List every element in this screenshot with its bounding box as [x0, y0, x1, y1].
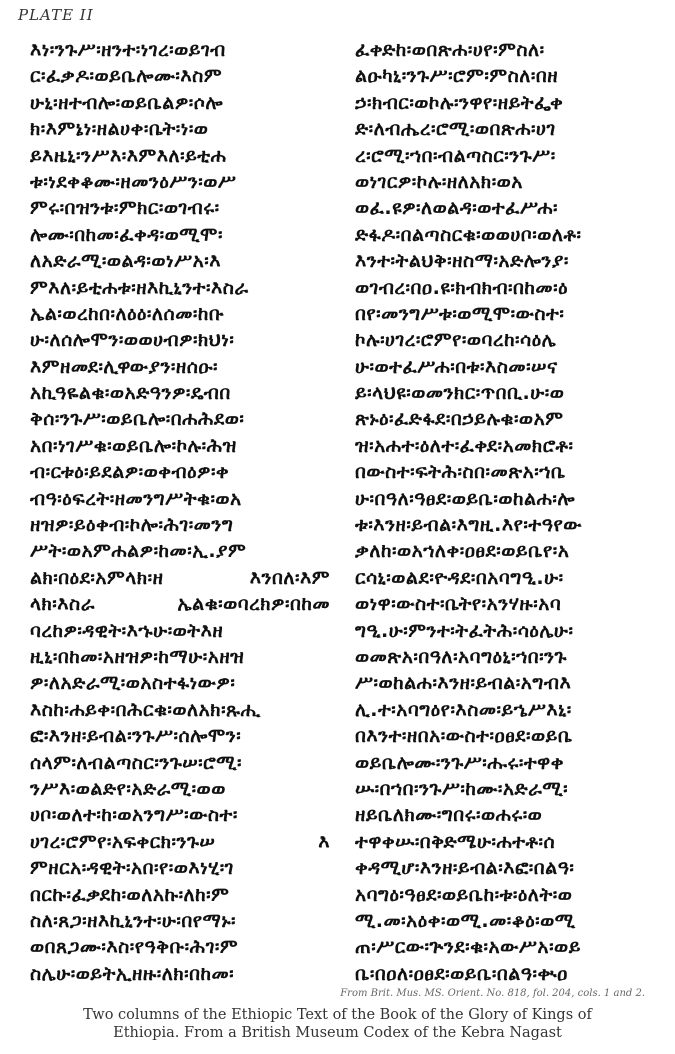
text-line: ወይቤሎሙ፡ንጉሥ፡ሑሩ፡ተዋቀ — [355, 751, 564, 774]
text-line: አበ፡ነገሥቁ፡ወይቤሎ፡ኮሉ፡ሕዝ — [30, 434, 237, 457]
text-line: ፎ፡እንዘ፡ይብል፡ንጉሥ፡ሰሎሞን፡ — [30, 725, 242, 748]
text-line: ግዒ.ሁ፡ምንተ፡ትፈትሕ፡ሳዕሌሁ፡ — [355, 619, 574, 642]
text-line: ሀገረ፡ሮምየ፡አፍቀርክ፡ንጉሠ እ — [30, 830, 330, 853]
text-line: ድፋዶ፡በልጣስርቁ፡ወወሀቦ፡ወለቶ፡ — [355, 223, 582, 246]
text-line: ምሩ፡በዝንቱ፡ምክር፡ወገብሩ፡ — [30, 197, 220, 220]
text-line: እምዘመደ፡ሊዋውያን፡ዘሰዑ፡ — [30, 355, 219, 378]
text-line: ይእዜኒ፡ንሥእ፡እምእለ፡ይቲሐ — [30, 144, 227, 167]
text-line: በውስተ፡ፍትሕ፡ስበ፡መጽአ፡ኀቤ — [355, 461, 566, 484]
text-line: ሁ፡በዓለ፡ዓፀደ፡ወይቤ፡ወከልሐ፡ሎ — [355, 487, 576, 510]
text-line: ዘይቤለክሙ፡ግበሩ፡ወሐሩ፡ወ — [355, 804, 543, 827]
text-line: ሁ፡ለሰሎሞን፡ወወሀብዎ፡ክህነ፡ — [30, 329, 235, 352]
text-line: ምእለ፡ይቲሐቱ፡ዘእኪኒንተ፡እስራ — [30, 276, 249, 299]
text-line: አባግዕ፡ዓፀደ፡ወይቤከ፡ቱ፡ዕለት፡ወ — [355, 883, 573, 906]
text-line: ድ፡ለብሔረ፡ሮሚ፡ወበጽሐ፡ሀገ — [355, 118, 556, 141]
text-line: ብ፡ርቱዕ፡ይደልዎ፡ወቀብዕዎ፡ቀ — [30, 461, 230, 484]
text-line: ረ፡ሮሚ፡ኀበ፡ብልጣስር፡ንጉሥ፡ — [355, 144, 556, 167]
text-line: እንተ፡ትልህቅ፡ዘስማ፡አድሎንያ፡ — [355, 250, 569, 273]
text-line: ቀዳሚሆ፡እንዘ፡ይብል፡እፎ፡በልዓ፡ — [355, 857, 575, 880]
text-line: ለአድራሚ፡ወልዳ፡ወነሥአ፡እ — [30, 250, 222, 273]
text-line: ባረከዎ፡ዳዊት፡እኁሁ፡ወትእዘ — [30, 619, 224, 642]
text-line: ኤል፡ወረከበ፡ለዕዕ፡ለሰመ፡ከቡ — [30, 302, 225, 325]
text-line: ጽኑዕ፡ፈድፋደ፡በኃይሉቁ፡ወአም — [355, 408, 564, 431]
manuscript-source-note: From Brit. Mus. MS. Orient. No. 818, fol. 204, cols. 1 and 2. — [340, 988, 645, 999]
text-line: በየ፡መንግሥቱ፡ወሚሞ፡ውስተ፡ — [355, 302, 565, 325]
text-line: ላክ፡እስራ ኤልቁ፡ወባረክዎ፡በከመ — [30, 593, 330, 616]
text-line: ሊ.ተ፡አባግዕየ፡እስመ፡ይኄሥእኒ፡ — [355, 698, 572, 721]
text-line: ይ፡ላህዩ፡ወመንክር፡ጥበቢ.ሁ፡ወ — [355, 382, 565, 405]
text-line: ሁ፡ወተፈሥሐ፡በቱ፡እስመ፡ሠና — [355, 355, 558, 378]
text-line: ስለ፡ጸጋ፡ዘእኪኒንተ፡ሁ፡በየማኑ፡ — [30, 909, 237, 932]
text-line: ቃለከ፡ወአኀለቀ፡ዐፀደ፡ወይቤየ፡አ — [355, 540, 570, 563]
text-line: ጠ፡ሥርው፡ጕንደ፡ቁ፡አውሥአ፡ወይ — [355, 936, 581, 959]
text-line: ቱ፡እንዘ፡ይብል፡እግዚ.እየ፡ተዓየው — [355, 514, 582, 537]
text-line: አኪዓዬልቁ፡ወአድዓንዎ፡ዴብበ — [30, 382, 231, 405]
text-line: ኮሉ፡ሀገረ፡ሮምየ፡ወባረከ፡ሳዕሌ — [355, 329, 557, 352]
text-line: ርሳኒ፡ወልደ፡ዮዳደ፡በአባግዒ.ሁ፡ — [355, 566, 564, 589]
text-line: በርኩ፡ፈቃደከ፡ወለአኩ፡ለከ፡ም — [30, 883, 230, 906]
text-line: ሰላም፡ለብልጣስር፡ንጉሠ፡ሮሚ፡ — [30, 751, 243, 774]
text-line: ዎ፡ለአድራሚ፡ወአስተፋነውዎ፡ — [30, 672, 236, 695]
text-line: ቱ፡ነደቀቆሙ፡ዘመንዕሥን፡ወሥ — [30, 170, 237, 193]
text-line: ር፡ፈቃዶ፡ወይቤሎሙ፡እስም — [30, 65, 223, 88]
text-line: ዚኒ፡በከመ፡አዘዝዎ፡ከማሁ፡አዘዝ — [30, 645, 245, 668]
text-line: ንሥእ፡ወልድየ፡አድራሚ፡ወወ — [30, 777, 226, 800]
text-line: ዘዝዎ፡ይዕቀብ፡ኮሎ፡ሕገ፡መንግ — [30, 514, 234, 537]
caption-line-2: Ethiopia. From a British Museum Codex of the Kebra Nagast — [113, 1025, 562, 1041]
text-line: ክ፡እምኔነ፡ዘልሀቀ፡ቤት፡ነ፡ወ — [30, 118, 209, 141]
ethiopic-text-column-right — [355, 37, 655, 987]
text-line: ወነገርዎ፡ኮሉ፡ዘለአክ፡ወአ — [355, 170, 523, 193]
text-line: ሚ.መ፡አዕቀ፡ወሚ.መ፡ቆዕ፡ወሚ — [355, 909, 576, 932]
text-line: ሥት፡ወአምሐልዎ፡ከመ፡ኢ.ያም — [30, 540, 247, 563]
text-line: ምዘርአ፡ዳዊት፡አበ፡የ፡ወእነሂ፡ገ — [30, 857, 234, 880]
ethiopic-text-column-left — [30, 37, 330, 987]
text-line: ተዋቀሡ፡በቅድሜሁ፡ሐተቶ፡ሰ — [355, 830, 556, 853]
text-line: ወነዋ፡ውስተ፡ቤትየ፡አንሃዙ፡አባ — [355, 593, 562, 616]
text-line: ሥ፡ወከልሐ፡እንዘ፡ይብል፡አግብእ — [355, 672, 572, 695]
text-line: ሁኒ፡ዘተብሎ፡ወይቤልዎ፡ሶሎ — [30, 91, 224, 114]
caption-line-1: Two columns of the Ethiopic Text of the Book of the Glory of Kings of — [83, 1007, 592, 1023]
text-line: ኃ፡ክብር፡ወኮሉ፡ንዋየ፡ዘይትፌቀ — [355, 91, 564, 114]
text-line: እነ፡ንጉሥ፡ዘንተ፡ነገረ፡ወይገብ — [30, 39, 226, 61]
text-line: ፈቀድከ፡ወበጽሐ፡ሀየ፡ምስለ፡ — [355, 39, 545, 61]
text-line: ልዑካኒ፡ንጉሥ፡ሮም፡ምስለ፡በዘ — [355, 65, 559, 88]
text-line: ስሌሁ፡ወይትኢዘዙ፡ለክ፡በከመ፡ — [30, 962, 235, 985]
text-line: ዝ፡አሐተ፡ዕለተ፡ፈቀደ፡አመክሮቶ፡ — [355, 434, 574, 457]
text-line: በእንተ፡ዘበአ፡ውስተ፡ዐፀደ፡ወይቤ — [355, 725, 573, 748]
text-line: ወበጸጋሙ፡እስ፡የዓቅቡ፡ሕገ፡ም — [30, 936, 239, 959]
text-line: ልክ፡በዕደ፡አምላክ፡ዘ እንበለ፡እም — [30, 566, 330, 589]
text-line: ቤ፡በዐለ፡ዐፀደ፡ወይቤ፡በልዓ፡ቊዐ — [355, 962, 568, 985]
plate-caption — [20, 1006, 655, 1042]
text-line: ወፈ.ዩዎ፡ለወልዳ፡ወተፈሥሐ፡ — [355, 197, 558, 220]
text-line: ሡ፡በኀበ፡ንጉሥ፡ከሙ፡አድራሚ፡ — [355, 777, 569, 800]
text-line: ብዓ፡ዕፍረት፡ዘመንግሥትቁ፡ወአ — [30, 487, 242, 510]
text-line: ሀቦ፡ወለተ፡ከ፡ወአንግሥ፡ውስተ፡ — [30, 804, 238, 827]
plate-label: PLATE II — [18, 6, 94, 24]
text-line: ቅሰ፡ንጉሥ፡ወይቤሎ፡በሐሕደወ፡ — [30, 408, 245, 431]
text-line: ሎሙ፡በከመ፡ፈቀዳ፡ወሚሞ፡ — [30, 223, 223, 246]
text-line: ወመጽአ፡በዓለ፡አባግዕኒ፡ኀበ፡ንጉ — [355, 645, 567, 668]
text-line: ወገብረ፡በዐ.ዩ፡ክብክብ፡በከመ፡ዕ — [355, 276, 568, 299]
text-line: እስከ፡ሐይቀ፡በሕርቁ፡ወለአክ፡ጹሒ — [30, 698, 261, 721]
